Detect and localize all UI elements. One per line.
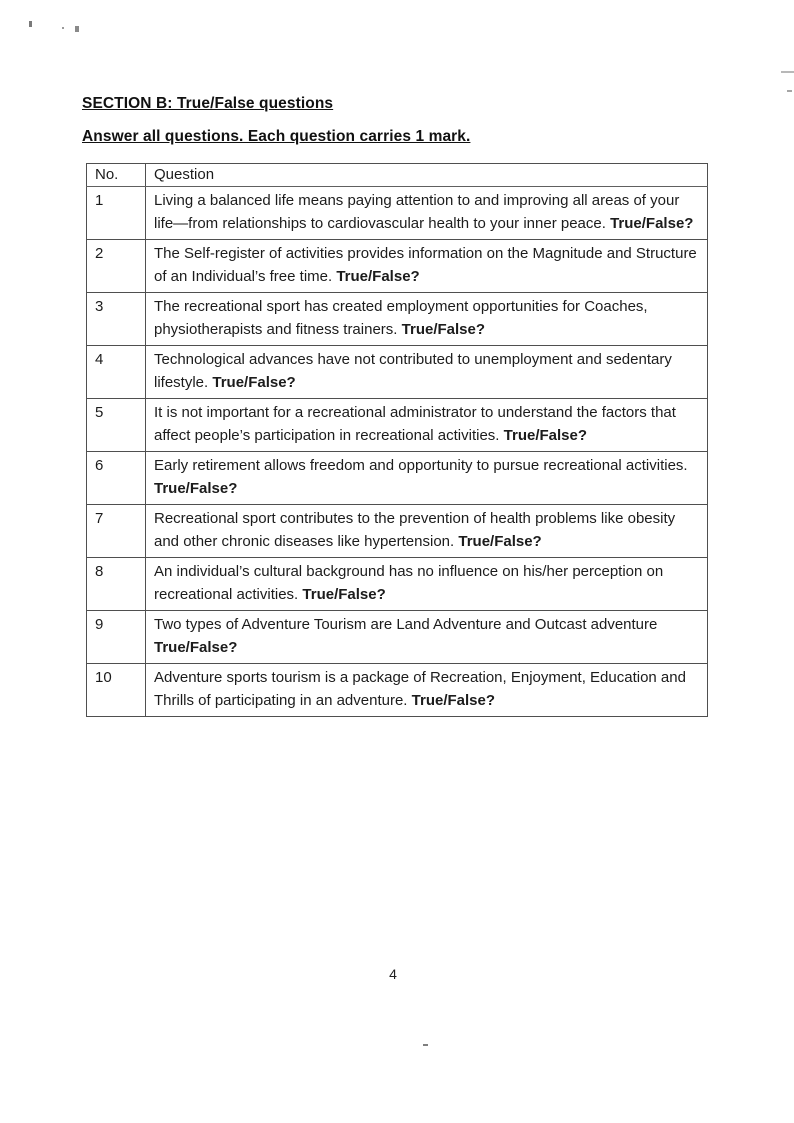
question-number: 8 — [87, 558, 146, 611]
question-cell — [146, 346, 708, 399]
scan-artifact — [787, 90, 792, 92]
page-number: 4 — [389, 966, 397, 982]
table-row — [87, 664, 708, 717]
scan-artifact — [75, 26, 79, 32]
true-false-label: True/False? — [302, 585, 386, 603]
question-cell — [146, 399, 708, 452]
question-text: Early retirement allows freedom and opportunity to pursue recreational activities. — [154, 457, 688, 474]
question-number: 7 — [87, 505, 146, 558]
question-text: It is not important for a recreational administrator to understand the factors that affect people’s participation in recreational activities. — [154, 404, 676, 444]
question-text: Two types of Adventure Tourism are Land Adventure and Outcast adventure — [154, 616, 658, 633]
question-number: 2 — [87, 240, 146, 293]
questions-table — [86, 163, 708, 717]
question-text: An individual’s cultural background has no influence on his/her perception on recreational activities. — [154, 563, 664, 603]
question-number: 9 — [87, 611, 146, 664]
scan-artifact — [62, 27, 64, 29]
question-cell — [146, 611, 708, 664]
question-text: Adventure sports tourism is a package of Recreation, Enjoyment, Education and Thrills of participating in an adventure. — [154, 669, 686, 709]
true-false-label: True/False? — [154, 638, 238, 656]
instructions: Answer all questions. Each question carries 1 mark. — [82, 128, 471, 145]
question-cell — [146, 558, 708, 611]
true-false-label: True/False? — [411, 691, 496, 709]
question-number: 3 — [87, 293, 146, 346]
section-title: SECTION B: True/False questions — [82, 95, 334, 112]
question-number: 5 — [87, 399, 146, 452]
question-cell — [146, 293, 708, 346]
true-false-label: True/False? — [458, 532, 542, 550]
true-false-label: True/False? — [154, 479, 238, 497]
table-row — [87, 505, 708, 558]
table-row — [87, 293, 708, 346]
table-row — [87, 399, 708, 452]
scan-artifact — [423, 1044, 428, 1046]
true-false-label: True/False? — [610, 214, 694, 232]
question-number: 10 — [87, 664, 146, 717]
table-row — [87, 346, 708, 399]
question-number: 4 — [87, 346, 146, 399]
true-false-label: True/False? — [401, 320, 486, 338]
question-cell — [146, 452, 708, 505]
scan-artifact — [29, 21, 32, 27]
table-row — [87, 558, 708, 611]
table-row — [87, 240, 708, 293]
true-false-label: True/False? — [212, 373, 296, 391]
column-header-question: Question — [146, 164, 708, 187]
column-header-no: No. — [87, 164, 146, 187]
question-text: The Self-register of activities provides information on the Magnitude and Structure of an Individual’s free time. — [154, 245, 697, 285]
question-text: Living a balanced life means paying attention to and improving all areas of your life—from relationships to cardiovascular health to your inner peace. — [154, 192, 680, 232]
question-text: Technological advances have not contributed to unemployment and sedentary lifestyle. — [154, 351, 672, 391]
question-cell — [146, 505, 708, 558]
table-header-row — [87, 164, 708, 187]
true-false-label: True/False? — [336, 267, 420, 285]
scan-artifact — [781, 71, 794, 73]
true-false-label: True/False? — [503, 426, 588, 444]
question-cell — [146, 240, 708, 293]
question-cell — [146, 664, 708, 717]
table-row — [87, 187, 708, 240]
question-text: The recreational sport has created employment opportunities for Coaches, physiotherapists and fitness trainers. — [154, 298, 648, 338]
table-row — [87, 611, 708, 664]
table-row — [87, 452, 708, 505]
question-number: 1 — [87, 187, 146, 240]
question-cell — [146, 187, 708, 240]
question-text: Recreational sport contributes to the prevention of health problems like obesity and other chronic diseases like hypertension. — [154, 510, 676, 550]
question-number: 6 — [87, 452, 146, 505]
